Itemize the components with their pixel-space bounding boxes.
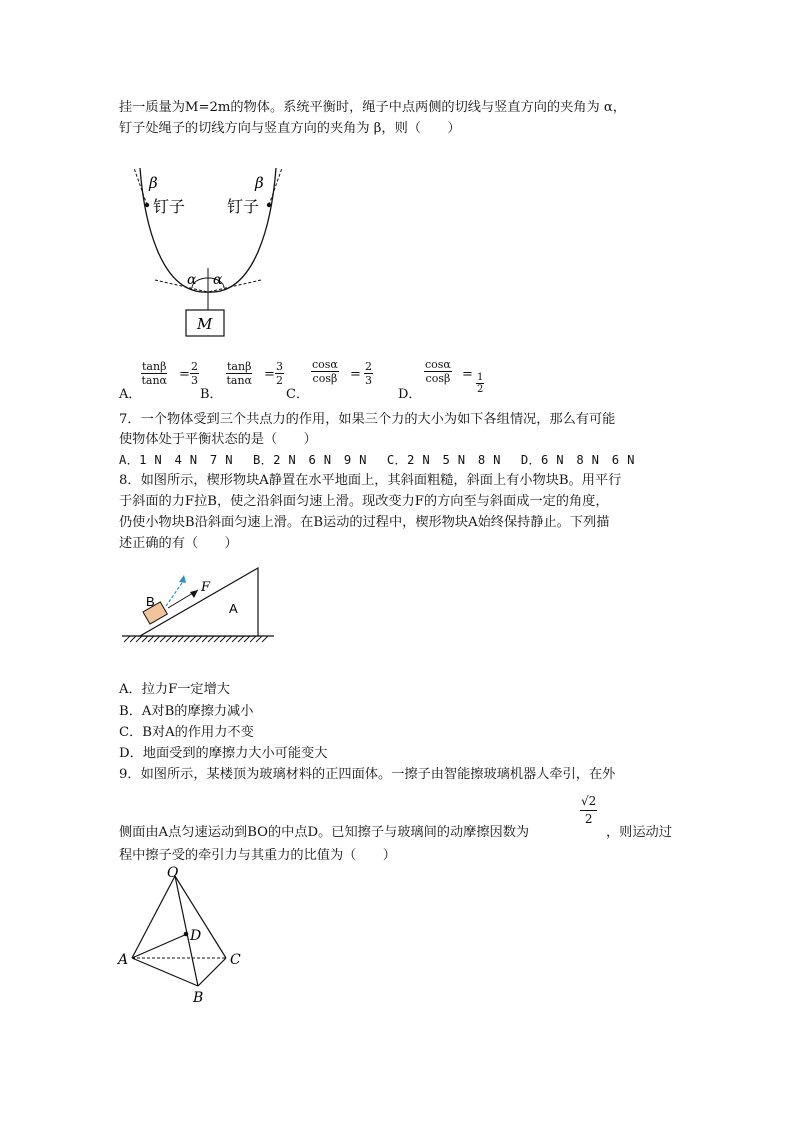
vertex-b-label: B xyxy=(193,990,204,1006)
label-b: B xyxy=(146,594,155,609)
wedge-block-figure xyxy=(118,560,278,650)
q7-line1: 7．一个物体受到三个共点力的作用，如果三个力的大小为如下各组情况，那么有可能 xyxy=(119,412,616,427)
q8-line1: 8．如图所示，楔形物块A静置在水平地面上，其斜面粗糙，斜面上有小物块B。用平行 xyxy=(119,473,622,488)
point-d-label: D xyxy=(190,928,202,944)
q6-line1: 挂一质量为M=2m的物体。系统平衡时，绳子中点两侧的切线与竖直方向的夹角为 α， xyxy=(119,100,626,115)
q8-line4: 述正确的有（ ） xyxy=(119,536,238,551)
q6-option-d-frac: $\frac{\cos\alpha}{\cos\beta}$ xyxy=(425,358,451,385)
q6-option-a-frac: $\frac{\tan\beta}{\tan\alpha}$ xyxy=(141,360,167,387)
q9-friction-coefficient: $\frac{√2}{2}$ xyxy=(581,794,597,826)
q8-option-c: C．B对A的作用力不变 xyxy=(119,725,254,740)
q6-option-b-value: $\frac{3}{2}$ xyxy=(276,360,283,387)
q6-option-d-value: $\frac{1}{2}$ xyxy=(477,372,484,395)
q6-option-d-letter: D． xyxy=(398,387,422,402)
q8-line3: 仍使小物块B沿斜面匀速上滑。在B运动的过程中，楔形物块A始终保持静止。下列描 xyxy=(119,515,610,530)
q9-line2: 侧面由A点匀速运动到BO的中点D。已知擦子与玻璃间的动摩擦因数为 xyxy=(119,825,530,840)
q6-option-c-frac: $\frac{\cos\alpha}{\cos\beta}$ xyxy=(312,358,338,385)
q6-option-c-letter: C． xyxy=(286,387,309,402)
vertex-o-label: O xyxy=(167,865,179,881)
q6-option-a-letter: A． xyxy=(119,387,142,402)
q6-option-c-value: $\frac{2}{3}$ xyxy=(365,360,372,387)
q7-options: A．1 N 4 N 7 N B．2 N 6 N 9 N C．2 N 5 N 8 N D．6 N 8 N 6 N xyxy=(119,453,635,467)
q9-line2-end: ，则运动过 xyxy=(606,825,672,840)
beta-left-label: β xyxy=(149,174,158,192)
q6-option-a-value: $\frac{2}{3}$ xyxy=(191,360,198,387)
q8-line2: 于斜面的力F拉B，使之沿斜面匀速上滑。现改变力F的方向至与斜面成一定的角度， xyxy=(119,494,609,509)
q9-line1: 9．如图所示，某楼顶为玻璃材料的正四面体。一擦子由智能擦玻璃机器人牵引，在外 xyxy=(119,767,616,782)
label-f: F xyxy=(201,580,211,595)
vertex-c-label: C xyxy=(230,952,241,968)
q7-line2: 使物体处于平衡状态的是（ ） xyxy=(119,432,317,447)
label-a: A xyxy=(229,601,238,616)
rope-nail-figure xyxy=(120,160,300,340)
vertex-a-label: A xyxy=(118,952,129,968)
nail-left-label: 钉子 xyxy=(153,197,186,216)
q9-line3: 程中擦子受的牵引力与其重力的比值为（ ） xyxy=(119,848,396,863)
q6-option-b-letter: B． xyxy=(200,387,223,402)
q8-option-d: D．地面受到的摩擦力大小可能变大 xyxy=(119,746,328,761)
q6-line2: 钉子处绳子的切线方向与竖直方向的夹角为 β，则（ ） xyxy=(119,121,461,136)
q8-option-b: B．A对B的摩擦力减小 xyxy=(119,704,254,719)
alpha-left-label: α xyxy=(187,272,197,288)
q8-option-a: A．拉力F一定增大 xyxy=(119,682,230,697)
mass-label: M xyxy=(197,315,213,333)
alpha-right-label: α xyxy=(213,272,223,288)
q6-option-b-frac: $\frac{\tan\beta}{\tan\alpha}$ xyxy=(226,360,252,387)
beta-right-label: β xyxy=(255,174,264,192)
tetrahedron-figure xyxy=(115,862,255,1007)
nail-right-label: 钉子 xyxy=(227,197,260,216)
